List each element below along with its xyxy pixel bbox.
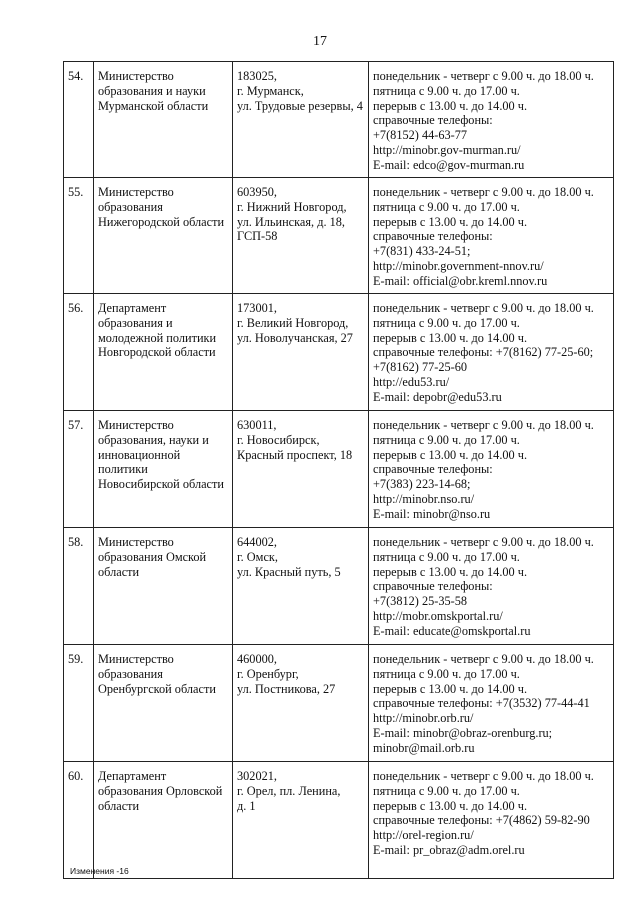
contact-info-line: E-mail: pr_obraz@adm.orel.ru bbox=[373, 842, 525, 857]
postal-address-line: Красный проспект, 18 bbox=[237, 447, 353, 462]
contact-info-line: понедельник - четверг с 9.00 ч. до 18.00 ч. bbox=[373, 652, 594, 666]
contact-info-line: E-mail: depobr@edu53.ru bbox=[373, 389, 502, 404]
footer-note: Изменения -16 bbox=[70, 866, 129, 876]
contact-info-cell bbox=[369, 294, 614, 411]
organization-name-line: Оренбургской области bbox=[98, 681, 216, 696]
postal-address-cell bbox=[233, 294, 369, 411]
contact-info-cell bbox=[369, 62, 614, 178]
postal-address-line: г. Мурманск, bbox=[237, 83, 304, 98]
contact-info-line: +7(8152) 44-63-77 bbox=[373, 128, 468, 143]
table-row bbox=[64, 645, 614, 762]
contact-info-line: справочные телефоны: +7(3532) 77-44-41 bbox=[373, 696, 590, 711]
contact-info-line: справочные телефоны: bbox=[373, 579, 493, 594]
contact-info-line: понедельник - четверг с 9.00 ч. до 18.00 ч. bbox=[373, 301, 594, 315]
postal-address-line: ул. Ильинская, д. 18, bbox=[237, 214, 345, 229]
contact-info-line: перерыв с 13.00 ч. до 14.00 ч. bbox=[373, 798, 528, 813]
postal-address-line: 460000, bbox=[237, 652, 277, 666]
contact-info-line: http://minobr.government-nnov.ru/ bbox=[373, 258, 544, 273]
organization-name-line: Департамент bbox=[98, 769, 167, 783]
organization-name-line: образования, науки и bbox=[98, 432, 209, 447]
contact-info-line: перерыв с 13.00 ч. до 14.00 ч. bbox=[373, 447, 528, 462]
table-row bbox=[64, 178, 614, 294]
contact-info-line: E-mail: official@obr.kreml.nnov.ru bbox=[373, 273, 548, 288]
contact-info-line: перерыв с 13.00 ч. до 14.00 ч. bbox=[373, 214, 528, 229]
organization-name-line: Департамент bbox=[98, 301, 167, 315]
table-row bbox=[64, 411, 614, 528]
contact-info-line: справочные телефоны: bbox=[373, 113, 493, 128]
organization-name-line: образования и bbox=[98, 315, 173, 330]
table-row bbox=[64, 62, 614, 178]
contact-info-line: пятница с 9.00 ч. до 17.00 ч. bbox=[373, 432, 520, 447]
organization-name-cell bbox=[94, 762, 233, 879]
row-number: 60. bbox=[64, 762, 94, 879]
row-number: 56. bbox=[64, 294, 94, 411]
postal-address-cell bbox=[233, 178, 369, 294]
organization-name-line: молодежной политики bbox=[98, 330, 217, 345]
contact-info-line: справочные телефоны: +7(8162) 77-25-60; bbox=[373, 345, 594, 360]
contact-info-line: +7(383) 223-14-68; bbox=[373, 477, 471, 492]
organization-name-line: образования Орловской bbox=[98, 783, 223, 798]
contact-info-line: перерыв с 13.00 ч. до 14.00 ч. bbox=[373, 330, 528, 345]
contact-info-line: перерыв с 13.00 ч. до 14.00 ч. bbox=[373, 98, 528, 113]
contact-info-line: справочные телефоны: +7(4862) 59-82-90 bbox=[373, 813, 590, 828]
organization-name-line: Новгородской области bbox=[98, 345, 216, 360]
table-row bbox=[64, 528, 614, 645]
postal-address-line: д. 1 bbox=[237, 798, 256, 813]
organization-name-line: Новосибирской области bbox=[98, 477, 224, 492]
education-authorities-table bbox=[63, 61, 614, 879]
organization-name-line: Нижегородской области bbox=[98, 214, 225, 229]
postal-address-line: г. Великий Новгород, bbox=[237, 315, 349, 330]
contact-info-line: перерыв с 13.00 ч. до 14.00 ч. bbox=[373, 681, 528, 696]
postal-address-cell bbox=[233, 62, 369, 178]
organization-name-cell bbox=[94, 411, 233, 528]
contact-info-line: +7(8162) 77-25-60 bbox=[373, 360, 468, 375]
postal-address-line: 173001, bbox=[237, 301, 277, 315]
organization-name-cell bbox=[94, 62, 233, 178]
postal-address-line: 302021, bbox=[237, 769, 277, 783]
organization-name-line: инновационной bbox=[98, 447, 181, 462]
organization-name-line: образования bbox=[98, 666, 163, 681]
contact-info-line: E-mail: edco@gov-murman.ru bbox=[373, 157, 525, 172]
contact-info-line: перерыв с 13.00 ч. до 14.00 ч. bbox=[373, 564, 528, 579]
postal-address-cell bbox=[233, 528, 369, 645]
contact-info-line: понедельник - четверг с 9.00 ч. до 18.00 ч. bbox=[373, 769, 594, 783]
table-row bbox=[64, 294, 614, 411]
postal-address-line: г. Орел, пл. Ленина, bbox=[237, 783, 341, 798]
postal-address-line: ул. Красный путь, 5 bbox=[237, 564, 341, 579]
contact-info-line: +7(831) 433-24-51; bbox=[373, 244, 471, 259]
organization-name-line: Министерство bbox=[98, 535, 174, 549]
postal-address-line: ул. Новолучанская, 27 bbox=[237, 330, 353, 345]
postal-address-line: ул. Трудовые резервы, 4 bbox=[237, 98, 363, 113]
contact-info-line: +7(3812) 25-35-58 bbox=[373, 594, 468, 609]
contact-info-line: http://minobr.orb.ru/ bbox=[373, 711, 474, 726]
contact-info-line: E-mail: educate@omskportal.ru bbox=[373, 623, 531, 638]
postal-address-line: г. Нижний Новгород, bbox=[237, 199, 347, 214]
contact-info-line: пятница с 9.00 ч. до 17.00 ч. bbox=[373, 666, 520, 681]
contact-info-line: справочные телефоны: bbox=[373, 229, 493, 244]
organization-name-line: политики bbox=[98, 462, 148, 477]
contact-info-line: пятница с 9.00 ч. до 17.00 ч. bbox=[373, 549, 520, 564]
contact-info-cell bbox=[369, 528, 614, 645]
postal-address-line: 630011, bbox=[237, 418, 277, 432]
contact-info-line: понедельник - четверг с 9.00 ч. до 18.00 ч. bbox=[373, 535, 594, 549]
postal-address-line: г. Оренбург, bbox=[237, 666, 299, 681]
contact-info-line: minobr@mail.orb.ru bbox=[373, 740, 475, 755]
contact-info-line: E-mail: minobr@obraz-orenburg.ru; bbox=[373, 725, 553, 740]
table-row bbox=[64, 762, 614, 879]
contact-info-line: http://edu53.ru/ bbox=[373, 374, 450, 389]
contact-info-cell bbox=[369, 762, 614, 879]
contact-info-line: понедельник - четверг с 9.00 ч. до 18.00 ч. bbox=[373, 185, 594, 199]
postal-address-line: г. Омск, bbox=[237, 549, 278, 564]
contact-info-line: понедельник - четверг с 9.00 ч. до 18.00 ч. bbox=[373, 418, 594, 432]
organization-name-line: Мурманской области bbox=[98, 98, 209, 113]
contact-info-line: http://minobr.nso.ru/ bbox=[373, 491, 475, 506]
postal-address-line: 183025, bbox=[237, 69, 277, 83]
contact-info-line: пятница с 9.00 ч. до 17.00 ч. bbox=[373, 83, 520, 98]
postal-address-line: ул. Постникова, 27 bbox=[237, 681, 336, 696]
organization-name-line: области bbox=[98, 798, 140, 813]
contact-info-line: пятница с 9.00 ч. до 17.00 ч. bbox=[373, 199, 520, 214]
organization-name-line: Министерство bbox=[98, 69, 174, 83]
contact-info-line: пятница с 9.00 ч. до 17.00 ч. bbox=[373, 315, 520, 330]
organization-name-cell bbox=[94, 178, 233, 294]
postal-address-cell bbox=[233, 645, 369, 762]
table-body bbox=[64, 62, 614, 879]
row-number: 58. bbox=[64, 528, 94, 645]
row-number: 54. bbox=[64, 62, 94, 178]
contact-info-line: http://mobr.omskportal.ru/ bbox=[373, 608, 503, 623]
row-number: 55. bbox=[64, 178, 94, 294]
page-number: 17 bbox=[313, 34, 327, 49]
organization-name-cell bbox=[94, 528, 233, 645]
postal-address-cell bbox=[233, 762, 369, 879]
contact-info-line: пятница с 9.00 ч. до 17.00 ч. bbox=[373, 783, 520, 798]
organization-name-cell bbox=[94, 645, 233, 762]
organization-name-line: Министерство bbox=[98, 418, 174, 432]
organization-name-line: области bbox=[98, 564, 140, 579]
postal-address-line: 644002, bbox=[237, 535, 277, 549]
postal-address-line: г. Новосибирск, bbox=[237, 432, 320, 447]
postal-address-cell bbox=[233, 411, 369, 528]
contact-info-line: http://minobr.gov-murman.ru/ bbox=[373, 142, 521, 157]
organization-name-cell bbox=[94, 294, 233, 411]
organization-name-line: образования bbox=[98, 199, 163, 214]
contact-info-cell bbox=[369, 178, 614, 294]
contact-info-cell bbox=[369, 411, 614, 528]
organization-name-line: образования и науки bbox=[98, 83, 206, 98]
row-number: 57. bbox=[64, 411, 94, 528]
postal-address-line: 603950, bbox=[237, 185, 277, 199]
contact-info-line: справочные телефоны: bbox=[373, 462, 493, 477]
contact-info-line: понедельник - четверг с 9.00 ч. до 18.00 ч. bbox=[373, 69, 594, 83]
postal-address-line: ГСП-58 bbox=[237, 229, 278, 244]
organization-name-line: Министерство bbox=[98, 652, 174, 666]
contact-info-line: http://orel-region.ru/ bbox=[373, 828, 474, 843]
organization-name-line: Министерство bbox=[98, 185, 174, 199]
row-number: 59. bbox=[64, 645, 94, 762]
organization-name-line: образования Омской bbox=[98, 549, 207, 564]
contact-info-line: E-mail: minobr@nso.ru bbox=[373, 506, 491, 521]
contact-info-cell bbox=[369, 645, 614, 762]
